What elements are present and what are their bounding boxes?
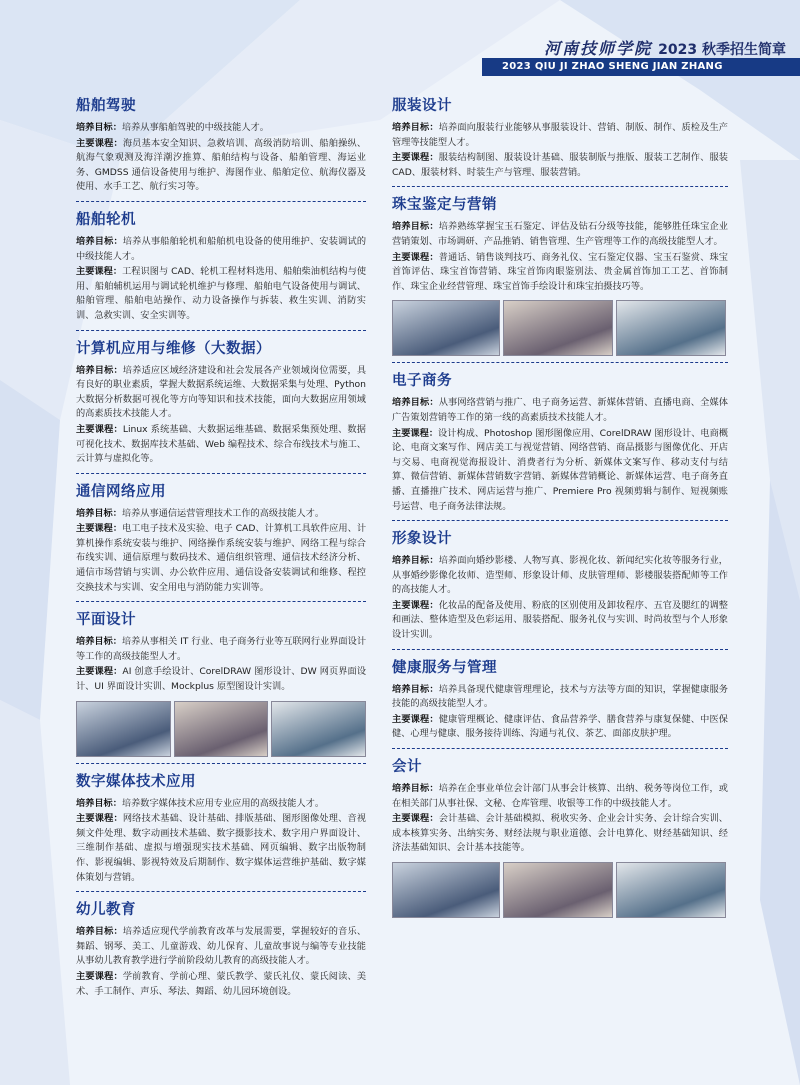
goal-label: 培养目标： (76, 122, 122, 133)
class-photo (271, 701, 366, 757)
goal-label: 培养目标： (392, 397, 439, 409)
course-text: 电工电子技术及实验、电子 CAD、计算机工具软件应用、计算机操作系统安装与维护、网络操作系统安装与维护、网络工程与综合布线实训、通信原理与数码技术、通信组织管理、通信技术经济分析、通信市场营销与实训、办公软件应用、通信设备安装调试和维修、程控交换技术与实训、安全用电与消防能力实训等。 (76, 523, 367, 593)
main-courses (76, 812, 366, 885)
major-section (392, 369, 728, 521)
main-courses (392, 599, 728, 643)
section-divider (392, 649, 728, 650)
header (0, 36, 800, 80)
main-courses (392, 251, 728, 295)
training-goal (76, 121, 366, 136)
major-section (76, 337, 366, 474)
major-title: 通信网络应用 (76, 483, 166, 500)
training-goal (76, 925, 366, 969)
major-title: 形象设计 (392, 531, 452, 548)
major-title: 平面设计 (76, 612, 136, 629)
major-section (76, 898, 366, 999)
photo-strip (392, 862, 728, 918)
course-label: 主要课程： (392, 813, 439, 825)
training-goal (392, 396, 728, 425)
major-title: 会计 (392, 759, 422, 776)
course-label: 主要课程： (76, 970, 123, 982)
main-courses (76, 522, 366, 595)
major-section (392, 94, 728, 187)
training-goal (76, 507, 366, 522)
goal-label: 培养目标： (392, 221, 439, 233)
major-title: 健康服务与管理 (392, 659, 497, 676)
class-photo (616, 862, 726, 918)
training-goal (76, 364, 366, 422)
goal-label: 培养目标： (76, 926, 123, 938)
course-text: 普通话、销售谈判技巧、商务礼仪、宝石鉴定仪器、宝玉石鉴赏、珠宝首饰评估、珠宝首饰营销、珠宝首饰肉眼鉴别法、贵金属首饰加工工艺、首饰制作、珠宝企业经营管理、珠宝首饰手绘设计和珠宝拍摄技巧等。 (392, 251, 728, 292)
major-section (76, 480, 366, 603)
course-text: 设计构成、Photoshop 图形图像应用、CorelDRAW 图形设计、电商概论、电商文案写作、网店美工与视觉营销、网络营销、商品摄影与图像优化、开店与交易、电商视觉海报设计、消费者行为分析、新媒体文案写作、移动支付与结算、微信营销、新媒体营销数字营销、新媒体营销概论、新媒体运营、电子商务直播、直播推广技术、网店运营与推广、Premiere Pro 视频剪辑与制作、短视频账号运营、电子商务法律法规。 (392, 427, 729, 512)
header-title (544, 36, 786, 59)
goal-text: 培养在企事业单位会计部门从事会计核算、出纳、税务等岗位工作，或在相关部门从事社保、文秘、仓库管理、收银等工作的中级技能人才。 (392, 783, 728, 809)
goal-text: 培养从事船舶轮机和船舶机电设备的使用维护、安装调试的中级技能人才。 (76, 235, 367, 262)
goal-text: 培养面向服装行业能够从事服装设计、营销、制版、制作、质检及生产管理等技能型人才。 (392, 122, 728, 148)
training-goal (392, 121, 728, 150)
main-courses (392, 812, 728, 856)
section-divider (392, 748, 728, 749)
goal-text: 培养面向婚纱影楼、人物写真、影视化妆、新闻纪实化妆等服务行业，从事婚纱影像化妆师、造型师、形象设计师、皮肤管理师、影楼服装搭配师等工作的高技能人才。 (392, 555, 728, 596)
major-section (76, 94, 366, 202)
goal-label: 培养目标： (76, 235, 123, 247)
main-courses (76, 423, 366, 467)
section-divider (76, 891, 366, 892)
course-label: 主要课程： (76, 423, 123, 435)
goal-text: 培养数字媒体技术应用专业应用的高级技能人才。 (121, 797, 325, 809)
major-section (76, 608, 366, 763)
goal-label: 培养目标： (76, 364, 123, 376)
goal-label: 培养目标： (392, 555, 439, 567)
major-title: 幼儿教育 (76, 902, 136, 919)
major-section (76, 770, 366, 893)
course-text: 学前教育、学前心理、蒙氏教学、蒙氏礼仪、蒙氏阅读、美术、手工制作、声乐、琴法、舞蹈、幼儿园环境创设。 (76, 970, 367, 997)
major-section (392, 193, 728, 363)
goal-label: 培养目标： (392, 783, 439, 795)
main-courses (76, 137, 366, 195)
header-pinyin-bar: 2023 QIU JI ZHAO SHENG JIAN ZHANG (482, 58, 800, 76)
main-courses (392, 713, 728, 742)
course-label: 主要课程： (392, 713, 439, 725)
class-photo (616, 300, 726, 356)
section-divider (76, 201, 366, 202)
major-section (392, 527, 728, 650)
major-section (76, 208, 366, 331)
left-column (76, 88, 366, 1005)
goal-text: 培养从事通信运营管理技术工作的高级技能人才。 (121, 507, 325, 519)
class-photo (392, 300, 500, 356)
main-courses (76, 265, 366, 323)
goal-label: 培养目标： (76, 507, 122, 519)
main-courses (392, 151, 728, 180)
goal-label: 培养目标： (392, 683, 439, 695)
major-title: 珠宝鉴定与营销 (392, 197, 497, 214)
section-divider (392, 362, 728, 363)
school-name-calligraphy: 河南技师学院 (544, 39, 653, 58)
section-divider (392, 520, 728, 521)
course-label: 主要课程： (76, 266, 123, 278)
goal-text: 培养具备现代健康管理理论，技术与方法等方面的知识，掌握健康服务技能的高级技能型人才。 (392, 683, 728, 710)
major-title: 电子商务 (392, 373, 452, 390)
major-section (392, 656, 728, 749)
course-text: 健康管理概论、健康评估、食品营养学、膳食营养与康复保健、中医保健、心理与健康、服务接待训练、沟通与礼仪、茶艺、面部皮肤护理。 (392, 713, 728, 740)
course-label: 主要课程： (76, 813, 123, 825)
goal-label: 培养目标： (76, 636, 122, 648)
training-goal (392, 554, 728, 598)
section-divider (76, 330, 366, 331)
goal-label: 培养目标： (392, 122, 439, 133)
training-goal (76, 797, 366, 812)
course-text: Linux 系统基础、大数据运维基础、数据采集预处理、数据可视化技术、数据库技术基础、Web 编程技术、综合布线技术与施工、云计算与虚拟化等。 (76, 423, 366, 465)
training-goal (392, 683, 728, 712)
brochure-title: 2023 秋季招生简章 (658, 42, 786, 58)
course-text: 会计基础、会计基础模拟、税收实务、企业会计实务、会计综合实训、成本核算实务、出纳实务、财经法规与职业道德、会计电算化、财经基础知识、经济法基础知识、会计基本技能等。 (392, 813, 728, 854)
class-photo (503, 862, 613, 918)
training-goal (76, 635, 366, 664)
major-title: 服装设计 (392, 98, 452, 114)
section-divider (392, 186, 728, 187)
goal-text: 培养从事相关 IT 行业、电子商务行业等互联网行业界面设计等工作的高级技能型人才。 (76, 636, 367, 662)
course-text: 网络技术基础、设计基础、排版基础、图形图像处理、音视频文件处理、数字动画技术基础、数字摄影技术、数字用户界面设计、三维制作基础、虚拟与增强现实技术基础、网页编辑、数字出版物制作、影视编辑、影视特效及后期制作、数字媒体运营维护基础、数字媒体策划与营销。 (76, 813, 367, 883)
main-courses (76, 665, 366, 694)
course-label: 主要课程： (76, 137, 123, 149)
course-label: 主要课程： (76, 523, 123, 535)
course-text: 化妆品的配备及使用、粉底的区别使用及卸妆程序、五官及腮红的调整和画法、整体造型及色彩运用、服装搭配、服务礼仪与实训、时尚妆型与个人形象设计实训。 (392, 599, 728, 641)
course-label: 主要课程： (76, 666, 123, 678)
class-photo (76, 701, 171, 757)
major-title: 数字媒体技术应用 (76, 773, 196, 790)
goal-text: 培养从事船舶驾驶的中级技能人才。 (121, 122, 269, 133)
goal-label: 培养目标： (76, 797, 122, 809)
major-title: 船舶轮机 (76, 211, 136, 228)
goal-text: 培养适应区域经济建设和社会发展各产业领域岗位需要，具有良好的职业素质，掌握大数据系统运维、大数据采集与处理、Python 大数据分析数据可视化等方向等知识和技术技能，面向大数据应用领域的高素质技术技能人才。 (76, 364, 367, 420)
class-photo (503, 300, 613, 356)
course-text: AI 创意手绘设计、CorelDRAW 图形设计、DW 网页界面设计、UI 界面设计实训、Mockplus 原型图设计实训。 (76, 666, 367, 693)
major-title: 计算机应用与维修（大数据） (76, 340, 271, 357)
class-photo (392, 862, 500, 918)
section-divider (76, 473, 366, 474)
major-title: 船舶驾驶 (76, 98, 136, 114)
class-photo (174, 701, 269, 757)
goal-text: 培养熟练掌握宝玉石鉴定、评估及钻石分级等技能，能够胜任珠宝企业营销策划、市场调研、产品推销、销售管理、生产管理等工作的高级技能型人才。 (392, 221, 728, 247)
main-courses (392, 427, 728, 515)
course-text: 工程识图与 CAD、轮机工程材料选用、船舶柴油机结构与使用、船舶辅机运用与调试轮机维护与修理、船舶电气设备使用与调试、船舶管理、船舶电站操作、动力设备操作与拆装、救生实训、消防实训、急救实训、安全实训等。 (76, 266, 367, 321)
course-text: 海员基本安全知识、急救培训、高级消防培训、船舶操纵、航海气象观测及海洋潮汐推算、船舶结构与设备、船舶管理、海运业务、GMDSS 通信设备使用与维护、海图作业、船舶定位、航海仪器及使用、水手工艺、航行实习等。 (76, 137, 367, 193)
goal-text: 从事网络营销与推广、电子商务运营、新媒体营销、直播电商、全媒体广告策划营销等工作的第一线的高素质技术技能人才。 (392, 397, 728, 423)
right-column (392, 88, 728, 924)
section-divider (76, 601, 366, 602)
course-text: 服装结构制图、服装设计基础、服装制版与推版、服装工艺制作、服装 CAD、服装材料、时装生产与管理、服装营销。 (392, 152, 728, 178)
main-courses (76, 970, 366, 999)
training-goal (392, 220, 728, 249)
course-label: 主要课程： (392, 152, 439, 164)
training-goal (76, 235, 366, 264)
section-divider (76, 763, 366, 764)
major-section (392, 755, 728, 918)
goal-text: 培养适应现代学前教育改革与发展需要，掌握较好的音乐、舞蹈、钢琴、美工、儿童游戏、幼儿保育、儿童故事说与编等专业技能从事幼儿教育教学进行学前阶段幼儿教育的高级技能人才。 (76, 926, 367, 967)
course-label: 主要课程： (392, 599, 439, 611)
course-label: 主要课程： (392, 427, 439, 439)
course-label: 主要课程： (392, 251, 439, 263)
photo-strip (76, 701, 366, 757)
photo-strip (392, 300, 728, 356)
training-goal (392, 782, 728, 811)
